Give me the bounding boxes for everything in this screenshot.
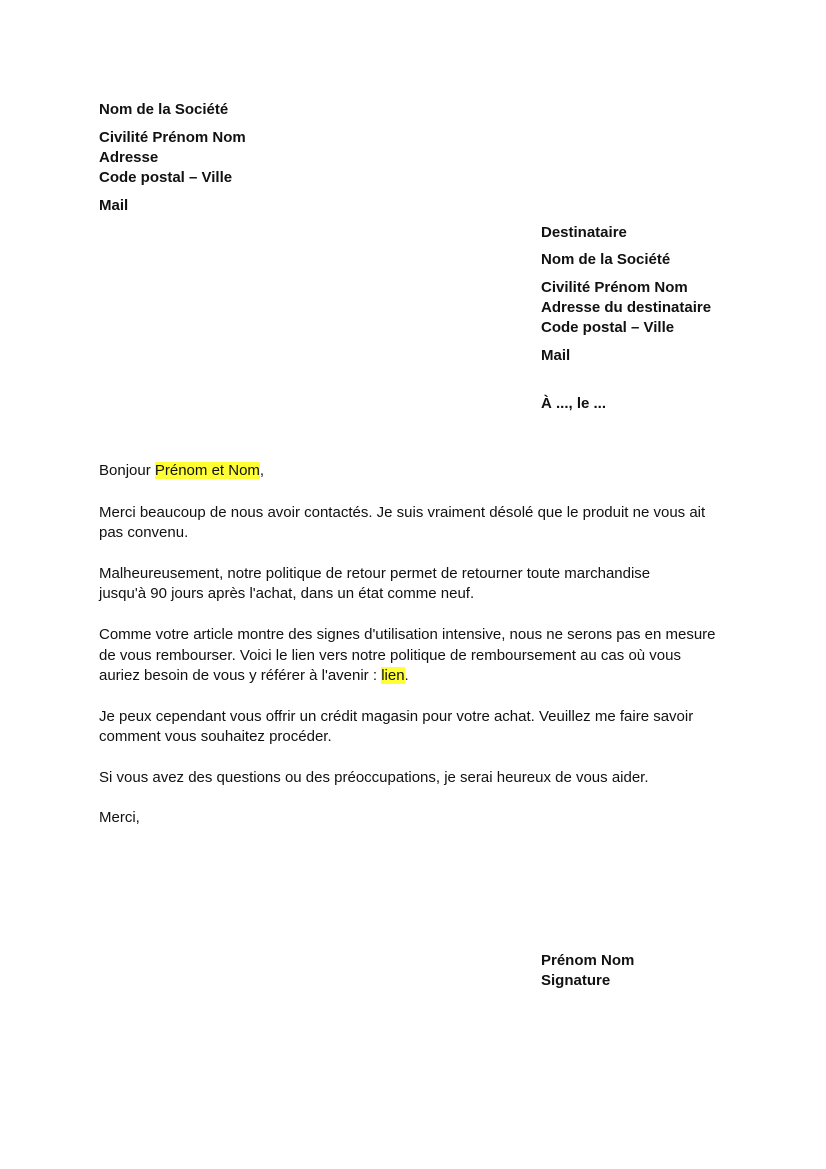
recipient-label: Destinataire: [541, 224, 627, 241]
greeting-prefix: Bonjour: [99, 462, 155, 479]
paragraph-2-line-1: Malheureusement, notre politique de retour permet de retourner toute marchandise: [99, 565, 651, 582]
place-date: À ..., le ...: [541, 395, 607, 412]
recipient-mail: Mail: [541, 347, 571, 364]
sender-company: Nom de la Société: [99, 101, 229, 118]
signature-label: Signature: [541, 972, 611, 989]
paragraph-1-line-1: Merci beaucoup de nous avoir contactés. Je suis vraiment désolé que le produit ne vous ait: [99, 504, 706, 521]
paragraph-3-line-3: [99, 666, 409, 686]
paragraph-3-line-2: de vous rembourser. Voici le lien vers notre politique de remboursement au cas où vous: [99, 647, 681, 664]
signature-name: Prénom Nom: [541, 952, 635, 969]
paragraph-3-line-3-prefix: auriez besoin de vous y référer à l'avenir :: [99, 667, 382, 684]
paragraph-3-line-1: Comme votre article montre des signes d'utilisation intensive, nous ne serons pas en mesure: [99, 626, 716, 643]
greeting-suffix: ,: [259, 462, 265, 479]
paragraph-2-line-2: jusqu'à 90 jours après l'achat, dans un état comme neuf.: [99, 585, 475, 602]
sender-name: Civilité Prénom Nom: [99, 129, 246, 146]
sender-address: Adresse: [99, 149, 159, 166]
recipient-postal-city: Code postal – Ville: [541, 319, 675, 336]
greeting: [99, 461, 264, 481]
paragraph-4-line-2: comment vous souhaitez procéder.: [99, 728, 332, 745]
sender-postal-city: Code postal – Ville: [99, 169, 233, 186]
paragraph-5-line-1: Si vous avez des questions ou des préoccupations, je serai heureux de vous aider.: [99, 769, 649, 786]
paragraph-3-line-3-suffix: .: [404, 667, 409, 684]
paragraph-1-line-2: pas convenu.: [99, 524, 189, 541]
recipient-address: Adresse du destinataire: [541, 299, 712, 316]
paragraph-4-line-1: Je peux cependant vous offrir un crédit magasin pour votre achat. Veuillez me faire savoir: [99, 708, 694, 725]
recipient-name: Civilité Prénom Nom: [541, 279, 688, 296]
sender-mail: Mail: [99, 197, 129, 214]
recipient-company: Nom de la Société: [541, 251, 671, 268]
greeting-name-highlight: Prénom et Nom: [154, 462, 260, 479]
refund-policy-link[interactable]: lien: [381, 667, 405, 684]
closing: Merci,: [99, 809, 140, 826]
